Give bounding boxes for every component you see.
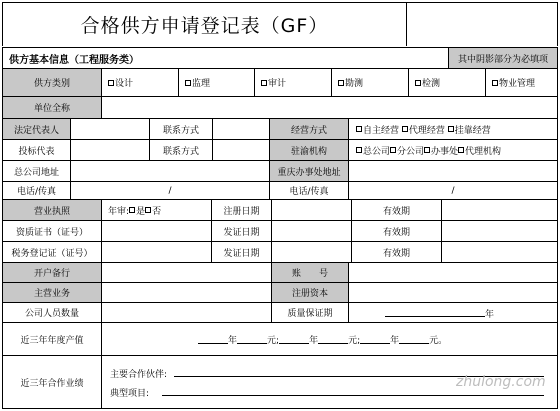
title-side-cell — [406, 2, 558, 46]
mgmt-mode-option: 自主经营 — [363, 125, 400, 136]
issue-date-label-cell — [211, 220, 271, 241]
supplier-type-option: 物业管理 — [499, 79, 536, 89]
supplier-type-option: 设计 — [115, 79, 134, 89]
output-unit: 元; — [267, 335, 280, 346]
mgmt-mode-options — [348, 118, 558, 139]
output-unit: 年 — [390, 335, 400, 346]
checkbox-icon[interactable] — [492, 80, 498, 86]
contact-field[interactable] — [212, 139, 269, 160]
output-amount-blank[interactable] — [399, 334, 429, 344]
annual-review-cell — [101, 199, 211, 220]
output-3y-label-cell — [2, 322, 101, 355]
account-label: 账 号 — [291, 269, 328, 279]
supplier-type-label-cell — [2, 68, 101, 96]
warranty-label-cell — [271, 302, 348, 322]
output-amount-blank[interactable] — [318, 334, 348, 344]
bid-rep-label: 投标代表 — [18, 146, 55, 157]
account-field[interactable] — [348, 262, 558, 282]
chongqing-org-options — [348, 139, 558, 160]
unit-name-field[interactable] — [101, 96, 558, 118]
hq-address-label: 总公司地址 — [13, 167, 59, 178]
chongqing-org-option: 代理机构 — [465, 146, 502, 157]
checkbox-icon[interactable] — [129, 207, 135, 213]
reg-capital-label: 注册资本 — [291, 289, 328, 299]
output-unit: 元。 — [429, 335, 448, 346]
issue-date-field[interactable] — [271, 220, 351, 241]
qualification-cert-label-cell — [2, 220, 101, 241]
output-3y-field[interactable] — [101, 322, 558, 355]
valid-period-label: 有效期 — [382, 227, 410, 238]
output-year-blank[interactable] — [360, 334, 390, 344]
mgmt-mode-label: 经营方式 — [290, 125, 327, 136]
checkbox-icon[interactable] — [356, 126, 362, 132]
bank-label-cell — [2, 262, 101, 282]
reg-date-label-cell — [211, 199, 271, 220]
phone-fax-label: 电话/传真 — [16, 187, 57, 197]
main-business-field[interactable] — [101, 282, 271, 302]
supplier-type-option: 勘测 — [345, 79, 364, 89]
title-cell — [2, 2, 406, 46]
phone-fax-label: 电话/传真 — [289, 187, 329, 197]
valid-period-label-cell — [351, 199, 441, 220]
supplier-type-option-cell[interactable] — [485, 68, 558, 96]
reg-date-field[interactable] — [271, 199, 351, 220]
checkbox-icon[interactable] — [145, 207, 151, 213]
output-year-blank[interactable] — [279, 334, 309, 344]
checkbox-icon[interactable] — [458, 147, 464, 153]
supplier-type-option-cell[interactable] — [178, 68, 254, 96]
valid-period-field[interactable] — [441, 220, 558, 241]
staff-count-label: 公司人员数量 — [24, 309, 79, 319]
valid-period-field[interactable] — [441, 199, 558, 220]
qualification-cert-field[interactable] — [101, 220, 211, 241]
checkbox-icon[interactable] — [390, 147, 396, 153]
separator: / — [168, 185, 172, 196]
warranty-label: 质量保证期 — [287, 309, 333, 319]
unit-name-label: 单位全称 — [33, 104, 70, 114]
reg-capital-label-cell — [271, 282, 348, 302]
cq-office-field[interactable] — [348, 160, 558, 181]
supplier-type-label: 供方类别 — [33, 79, 70, 89]
supplier-type-option-cell[interactable] — [101, 68, 178, 96]
issue-date-label: 发证日期 — [223, 248, 260, 259]
section-title: 供方基本信息（工程服务类） — [9, 54, 139, 66]
coop-3y-label-cell — [2, 355, 101, 409]
hq-address-field[interactable] — [70, 160, 269, 181]
cq-office-label: 重庆办事处地址 — [277, 167, 341, 178]
contact-label: 联系方式 — [162, 146, 199, 157]
legal-rep-label-cell — [2, 118, 70, 139]
phone-fax-field[interactable] — [348, 181, 558, 199]
mgmt-mode-label-cell — [269, 118, 348, 139]
annual-review-label: 年审: — [108, 206, 130, 217]
hq-address-label-cell — [2, 160, 70, 181]
issue-date-field[interactable] — [271, 241, 351, 262]
tax-cert-label: 税务登记证（证号） — [11, 248, 93, 259]
tax-cert-field[interactable] — [101, 241, 211, 262]
contact-label: 联系方式 — [162, 125, 199, 136]
supplier-type-option: 检测 — [422, 79, 441, 89]
shading-note-cell — [448, 47, 558, 68]
mgmt-mode-option: 挂靠经营 — [454, 125, 491, 136]
business-license-label: 营业执照 — [33, 206, 70, 217]
supplier-type-option: 审计 — [268, 79, 287, 89]
form-title: 合格供方申请登记表（GF） — [80, 15, 329, 37]
checkbox-icon[interactable] — [448, 126, 454, 132]
supplier-type-option-cell[interactable] — [254, 68, 331, 96]
contact-label-cell — [149, 118, 212, 139]
output-unit: 元; — [348, 335, 361, 346]
chongqing-org-label: 驻渝机构 — [290, 146, 327, 157]
chongqing-org-option: 办事处 — [431, 146, 459, 157]
staff-count-label-cell — [2, 302, 101, 322]
checkbox-icon[interactable] — [415, 80, 421, 86]
main-business-label-cell — [2, 282, 101, 302]
reg-date-label: 注册日期 — [223, 206, 260, 217]
output-3y-label: 近三年年度产值 — [20, 335, 84, 346]
supplier-type-option-cell[interactable] — [331, 68, 408, 96]
coop-3y-field[interactable] — [101, 355, 558, 409]
tax-cert-label-cell — [2, 241, 101, 262]
issue-date-label: 发证日期 — [223, 227, 260, 238]
output-amount-blank[interactable] — [237, 334, 267, 344]
coop-3y-label: 近三年合作业绩 — [20, 378, 84, 389]
warranty-unit: 年 — [485, 310, 495, 320]
contact-field[interactable] — [212, 118, 269, 139]
phone-fax-label-cell — [269, 181, 348, 199]
supplier-type-option: 监理 — [192, 79, 211, 89]
contact-label-cell — [149, 139, 212, 160]
legal-rep-field[interactable] — [70, 118, 149, 139]
bid-rep-field[interactable] — [70, 139, 149, 160]
cq-office-label-cell — [269, 160, 348, 181]
checkbox-icon[interactable] — [261, 80, 267, 86]
checkbox-icon[interactable] — [185, 80, 191, 86]
typical-projects-label: 典型项目: — [110, 389, 150, 399]
checkbox-icon[interactable] — [402, 126, 408, 132]
legal-rep-label: 法定代表人 — [13, 125, 59, 136]
chongqing-org-option: 总公司 — [363, 146, 391, 157]
chongqing-org-label-cell — [269, 139, 348, 160]
issue-date-label-cell — [211, 241, 271, 262]
valid-period-label-cell — [351, 241, 441, 262]
checkbox-icon[interactable] — [356, 147, 362, 153]
watermark: zhulong.com — [456, 374, 546, 390]
checkbox-icon[interactable] — [338, 80, 344, 86]
main-business-label: 主营业务 — [33, 289, 70, 299]
output-unit: 年 — [309, 335, 319, 346]
separator: / — [451, 185, 455, 196]
annual-review-option: 是 — [136, 206, 146, 217]
output-year-blank[interactable] — [198, 334, 228, 344]
phone-fax-label-cell — [2, 181, 70, 199]
unit-name-label-cell — [2, 96, 101, 118]
warranty-underline — [385, 307, 485, 317]
account-label-cell — [271, 262, 348, 282]
valid-period-label: 有效期 — [382, 248, 410, 259]
qualification-cert-label: 资质证书（证号） — [15, 227, 88, 238]
valid-period-field[interactable] — [441, 241, 558, 262]
main-partners-label: 主要合作伙伴: — [110, 370, 168, 380]
output-unit: 年 — [228, 335, 238, 346]
phone-fax-field[interactable] — [70, 181, 269, 199]
staff-count-field[interactable] — [101, 302, 271, 322]
valid-period-label: 有效期 — [382, 206, 410, 217]
checkbox-icon[interactable] — [424, 147, 430, 153]
warranty-field[interactable] — [348, 302, 558, 322]
valid-period-label-cell — [351, 220, 441, 241]
supplier-type-option-cell[interactable] — [408, 68, 485, 96]
chongqing-org-option: 分公司 — [397, 146, 425, 157]
bank-label: 开户备行 — [33, 269, 70, 279]
checkbox-icon[interactable] — [108, 80, 114, 86]
mgmt-mode-option: 代理经营 — [408, 125, 445, 136]
reg-capital-field[interactable] — [348, 282, 558, 302]
shading-note: 其中阴影部分为必填项 — [457, 54, 548, 65]
bank-field[interactable] — [101, 262, 271, 282]
bid-rep-label-cell — [2, 139, 70, 160]
annual-review-option: 否 — [152, 206, 162, 217]
business-license-label-cell — [2, 199, 101, 220]
